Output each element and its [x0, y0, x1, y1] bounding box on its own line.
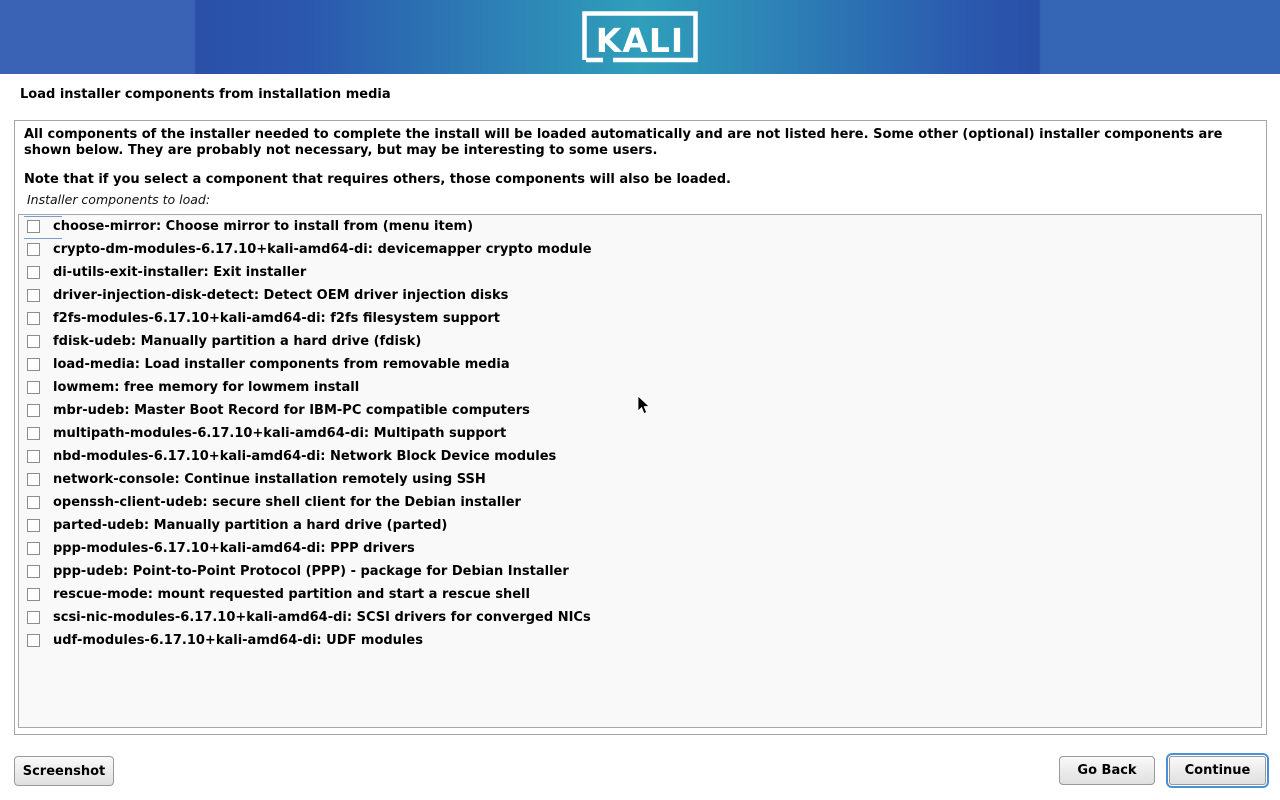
component-checkbox[interactable]	[27, 335, 40, 348]
component-row[interactable]	[19, 353, 1261, 376]
continue-button[interactable]: Continue	[1169, 756, 1266, 785]
component-checkbox[interactable]	[27, 450, 40, 463]
component-checkbox[interactable]	[27, 381, 40, 394]
component-label: network-console: Continue installation remotely using SSH	[53, 472, 486, 487]
component-checkbox[interactable]	[27, 243, 40, 256]
component-checkbox[interactable]	[27, 266, 40, 279]
component-checkbox[interactable]	[27, 358, 40, 371]
component-label: ppp-modules-6.17.10+kali-amd64-di: PPP drivers	[53, 541, 415, 556]
component-row[interactable]	[19, 468, 1261, 491]
intro-text: All components of the installer needed to complete the install will be loaded automatically and are not listed here. Some other (optional) installer components are shown below. They are probably not necessary, but may be interesting to some users.	[24, 127, 1223, 158]
component-label: f2fs-modules-6.17.10+kali-amd64-di: f2fs filesystem support	[53, 311, 500, 326]
component-label: lowmem: free memory for lowmem install	[53, 380, 360, 395]
component-checkbox[interactable]	[27, 611, 40, 624]
component-label: ppp-udeb: Point-to-Point Protocol (PPP) - package for Debian Installer	[53, 564, 569, 579]
component-row[interactable]	[19, 560, 1261, 583]
component-row[interactable]	[19, 238, 1261, 261]
component-row[interactable]	[19, 514, 1261, 537]
component-row[interactable]	[19, 215, 1261, 238]
component-label: fdisk-udeb: Manually partition a hard drive (fdisk)	[53, 334, 422, 349]
note-text: Note that if you select a component that requires others, those components will also be loaded.	[24, 172, 731, 187]
component-label: scsi-nic-modules-6.17.10+kali-amd64-di: SCSI drivers for converged NICs	[53, 610, 591, 625]
content-box	[14, 120, 1267, 735]
component-checkbox[interactable]	[27, 496, 40, 509]
component-checkbox[interactable]	[27, 473, 40, 486]
component-row[interactable]	[19, 422, 1261, 445]
component-row[interactable]	[19, 445, 1261, 468]
kali-logo-text: KALI	[595, 21, 685, 60]
kali-logo	[580, 8, 700, 66]
component-checkbox[interactable]	[27, 289, 40, 302]
component-checkbox[interactable]	[27, 312, 40, 325]
component-row[interactable]	[19, 307, 1261, 330]
page-title: Load installer components from installation media	[20, 87, 391, 102]
component-checkbox[interactable]	[27, 220, 40, 233]
go-back-button[interactable]: Go Back	[1059, 756, 1155, 785]
component-row[interactable]	[19, 629, 1261, 652]
installer-banner	[0, 0, 1280, 74]
component-label: choose-mirror: Choose mirror to install from (menu item)	[53, 219, 474, 234]
component-label: openssh-client-udeb: secure shell client for the Debian installer	[53, 495, 521, 510]
component-label: parted-udeb: Manually partition a hard drive (parted)	[53, 518, 448, 533]
component-checkbox[interactable]	[27, 634, 40, 647]
component-label: load-media: Load installer components from removable media	[53, 357, 510, 372]
component-checkbox[interactable]	[27, 542, 40, 555]
component-row[interactable]	[19, 330, 1261, 353]
component-checkbox[interactable]	[27, 588, 40, 601]
component-row[interactable]	[19, 537, 1261, 560]
component-checkbox[interactable]	[27, 427, 40, 440]
component-checkbox[interactable]	[27, 519, 40, 532]
component-list[interactable]	[18, 214, 1262, 728]
component-label: rescue-mode: mount requested partition and start a rescue shell	[53, 587, 530, 602]
component-label: driver-injection-disk-detect: Detect OEM driver injection disks	[53, 288, 509, 303]
component-checkbox[interactable]	[27, 404, 40, 417]
component-label: multipath-modules-6.17.10+kali-amd64-di: Multipath support	[53, 426, 507, 441]
components-list-label: Installer components to load:	[27, 192, 211, 207]
component-row[interactable]	[19, 606, 1261, 629]
mouse-cursor-icon	[637, 396, 651, 415]
component-row[interactable]	[19, 261, 1261, 284]
component-label: udf-modules-6.17.10+kali-amd64-di: UDF modules	[53, 633, 423, 648]
component-label: di-utils-exit-installer: Exit installer	[53, 265, 307, 280]
component-row[interactable]	[19, 491, 1261, 514]
screenshot-button[interactable]: Screenshot	[14, 756, 114, 786]
component-row[interactable]	[19, 583, 1261, 606]
component-label: mbr-udeb: Master Boot Record for IBM-PC compatible computers	[53, 403, 530, 418]
component-row[interactable]	[19, 284, 1261, 307]
component-checkbox[interactable]	[27, 565, 40, 578]
component-label: crypto-dm-modules-6.17.10+kali-amd64-di: devicemapper crypto module	[53, 242, 592, 257]
component-label: nbd-modules-6.17.10+kali-amd64-di: Network Block Device modules	[53, 449, 557, 464]
